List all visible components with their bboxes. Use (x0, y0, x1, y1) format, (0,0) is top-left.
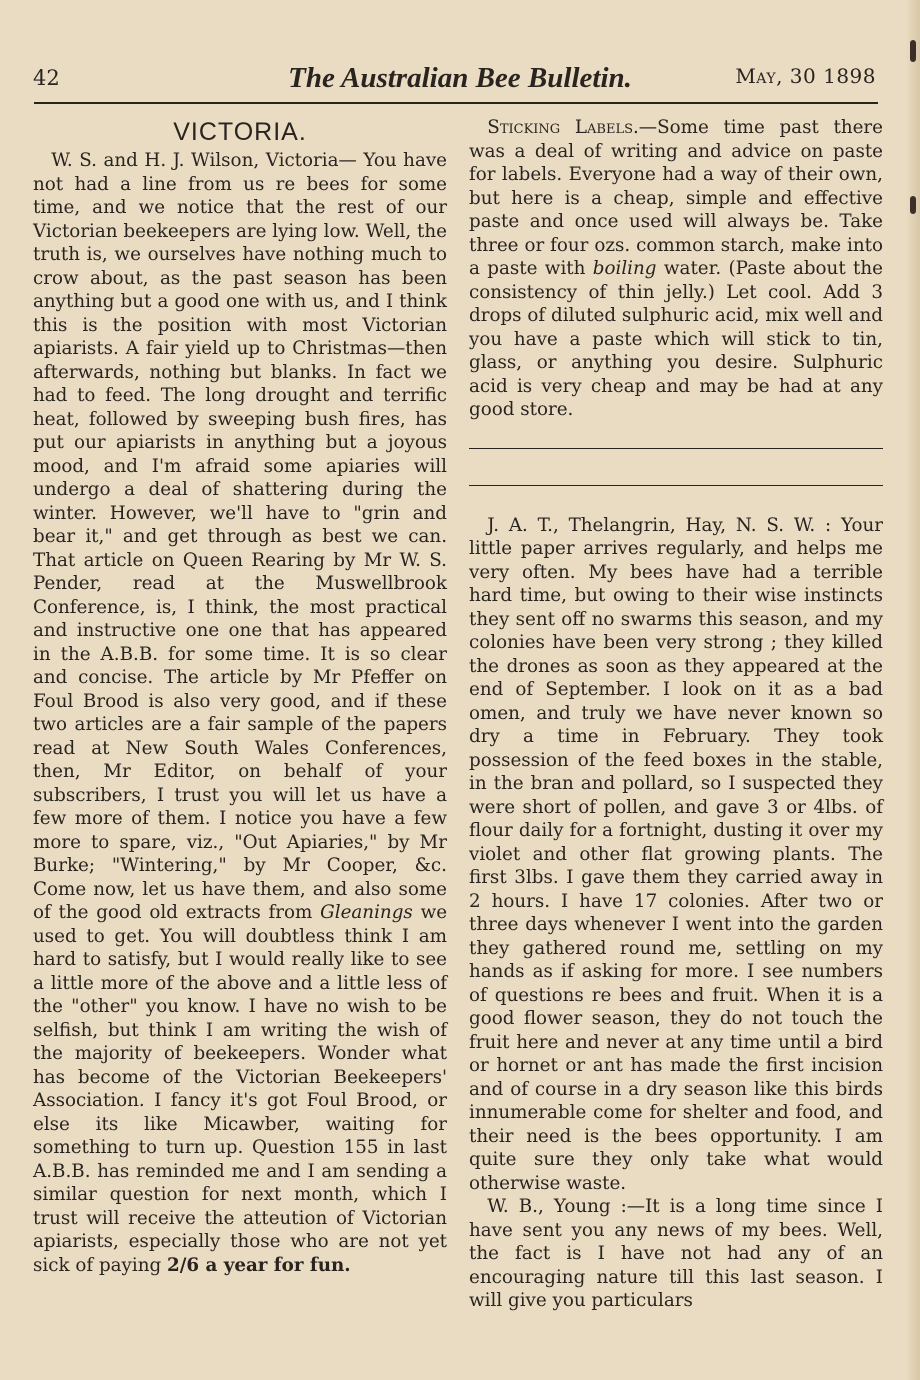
section-heading: VICTORIA. (173, 118, 307, 146)
paragraph-lead: Sticking Labels. (487, 117, 639, 138)
italic-title: Gleanings (320, 902, 413, 923)
paragraph-body: water. (Paste about the consistency of thin jelly.) Let cool. Add 3 drops of diluted sulphuric acid, mix well and you have a paste which will stick to tin, glass, or anything you desire. Sulphuric acid is very cheap and may be had at any good store. (469, 258, 883, 420)
left-column (33, 116, 447, 1277)
letter-body: we used to get. You will doubtless think I am hard to satisfy, but I would really like to see a little more of the above and a little less of the "other" you know. I have no wish to be selfish, but think I am writing the wish of the majority of beekeepers. Wonder what has become of the Victorian Beekeepers' Association. I fancy it's got Foul Brood, or else its like Micawber, waiting for something to turn up. Question 155 in last A.B.B. has reminded me and I am sending a similar question for next month, which I trust will receive the atteution of Victorian apiarists, especially those who are not yet sick of paying (33, 902, 448, 1276)
page-number: 42 (33, 66, 60, 90)
section-divider (469, 485, 883, 486)
publication-title: The Australian Bee Bulletin. (288, 62, 632, 94)
letter-lead: W. S. and H. J. Wilson, Victoria— (51, 150, 357, 171)
letter-closing: 2/6 a year for fun. (167, 1254, 351, 1276)
letter-body: You have not had a line from us re bees for some time, and we notice that the rest of our Victorian beekeepers are lying low. Well, the truth is, we ourselves have nothing much to crow about, as the past season has been anything but a good one with us, and I think this is the position with most Victorian apiarists. A fair yield up to Christmas—then afterwards, nothing but blanks. In fact we had to feed. The long drought and terrific heat, followed by sweeping bush fires, has put our apiarists in anything but a joyous mood, and I'm afraid some apiaries will undergo a deal of shattering during the winter. However, we'll have to "grin and bear it," and get through as best we can. That article on Queen Rearing by Mr W. S. Pender, read at the Muswellbrook Conference, is, I think, the most practical and instructive one one that has appeared in the A.B.B. for some time. It is so clear and concise. The article by Mr Pfeffer on Foul Brood is also very good, and if these two articles are a fair sample of the papers read at New South Wales Conferences, then, Mr Editor, on behalf of your subscribers, I trust you will let us have a few more of them. I notice you have a few more to spare, viz., "Out Apiaries," by Mr Burke; "Wintering," by Mr Cooper, &c. Come now, let us have them, and also some of the good old extracts from (33, 150, 447, 923)
right-column (469, 116, 883, 1313)
section-divider (469, 448, 883, 465)
issue-date: May, 30 1898 (735, 64, 876, 88)
sticking-labels-paragraph (469, 116, 883, 422)
scan-mark (910, 40, 916, 62)
italic-word: boiling (592, 258, 657, 279)
letter-jat: J. A. T., Thelangrin, Hay, N. S. W. : Your little paper arrives regularly, and helps me very often. My bees have had a terrible hard time, but owing to their wise instincts they sent off no swarms this season, and my colonies have been very strong ; they killed the drones as soon as they appeared at the end of September. I look on it as a bad omen, and truly we have never known so dry a time in February. They took possession of the feed boxes in the stable, in the bran and pollard, so I suspected they were short of pollen, and gave 3 or 4lbs. of flour daily for a fortnight, dusting it over my violet and other flat growing plants. The first 3lbs. I gave them they carried away in 2 hours. I have 17 colonies. After two or three days whenever I went into the garden they gathered round me, settling on my hands as if asking for more. I see numbers of questions re bees and fruit. When it is a good flower season, they do not touch the fruit here and never at any time until a bird or hornet or ant has made the first incision and of course in a dry season like this birds innumerable come for shelter and food, and their need is the bees opportunity. I am quite sure they only take what would otherwise waste. (469, 514, 883, 1194)
letter-wb: W. B., Young :—It is a long time since I have sent you any news of my bees. Well, the fact is I have not had any of an encouraging nature till this last season. I will give you particulars (469, 1196, 883, 1311)
header-rule (34, 102, 878, 104)
paragraph-body: —Some time past there was a deal of writing and advice on paste for labels. Everyone had a way of their own, but here is a cheap, simple and effective paste and once used will always be. Take three or four ozs. common starch, make into a paste with (469, 117, 883, 279)
letter-wilson (33, 149, 447, 1277)
scan-mark (910, 196, 916, 214)
page-header (0, 62, 920, 102)
